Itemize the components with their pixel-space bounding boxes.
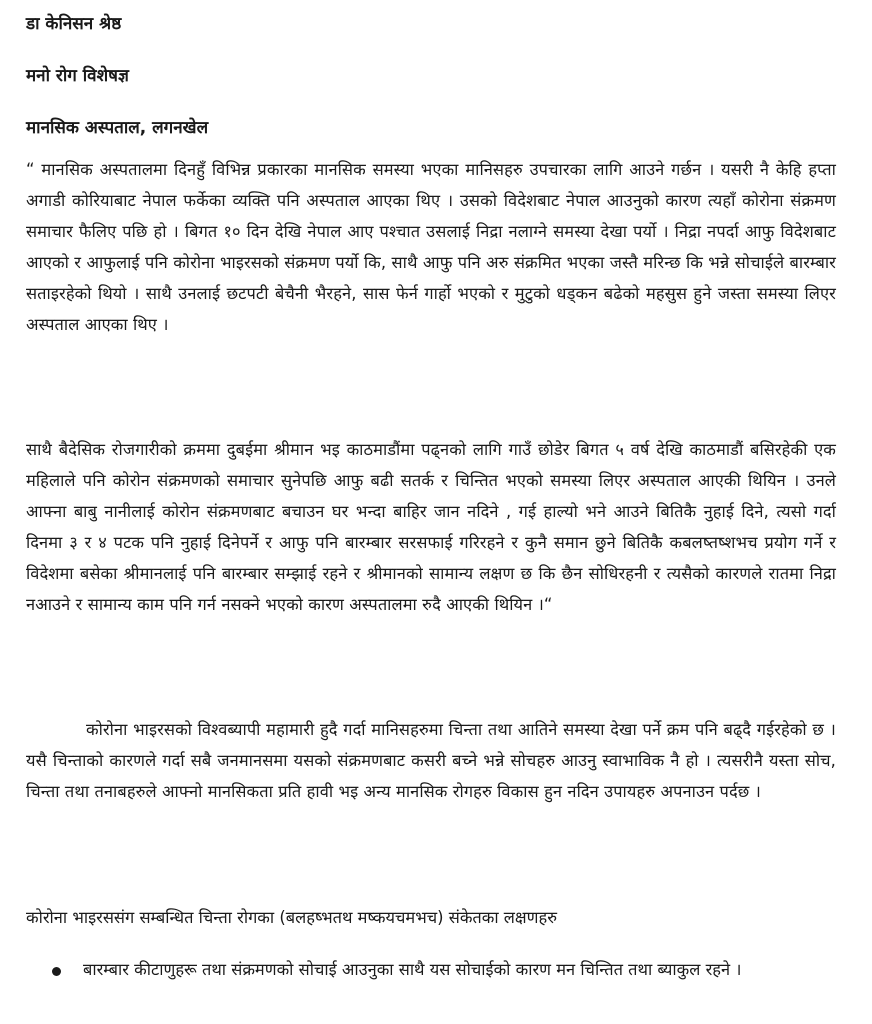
author-designation: मनो रोग विशेषज्ञ <box>26 66 129 86</box>
paragraph-3: कोरोना भाइरसको विश्वब्यापी महामारी हुदै गर्दा मानिसहरुमा चिन्ता तथा आतिने समस्या देखा पर्ने क्रम पनि बढ्दै गईरहेको छ । यसै चिन्ताको कारणले गर्दा सबै जनमानसमा यसको संक्रमणबाट कसरी बच्ने भन्ने सोचहरु आउनु स्वाभाविक नै हो । त्यसरीनै यस्ता सोच, चिन्ता तथा तनाबहरुले आफ्नो मानसिकता प्रति हावी भइ अन्य मानसिक रोगहरु विकास हुन नदिन उपायहरु अपनाउन पर्दछ । <box>26 720 836 801</box>
author-name: डा केनिसन श्रेष्ठ <box>26 14 122 34</box>
paragraph-2: साथै बैदेसिक रोजगारीको क्रममा दुबईमा श्रीमान भइ काठमाडौंमा पढ्नको लागि गाउँ छोडेर बिगत ५ वर्ष देखि काठमाडौं बसिरहेकी एक महिलाले पनि कोरोन संक्रमणको समाचार सुनेपछि आफु बढी सतर्क र चिन्तित भएको समस्या लिएर अस्पताल आएकी थियिन । उनले आफ्ना बाबु नानीलाई कोरोन संक्रमणबाट बचाउन घर भन्दा बाहिर जान नदिने , गई हाल्यो भने आउने बितिकै नुहाई दिने, त्यसो गर्दा दिनमा ३ र ४ पटक पनि नुहाई दिनेपर्ने र आफु पनि बारम्बार सरसफाई गरिरहने र कुनै समान छुने बितिकै कबलष्तष्शभच प्रयोग गर्ने र विदेशमा बसेका श्रीमानलाई पनि बारम्बार सम्झाई रहने र श्रीमानको सामान्य लक्षण छ कि छैन सोधिरहनी र त्यसैको कारणले रातमा निद्रा नआउने र सामान्य काम पनि गर्न नसक्ने भएको कारण अस्पतालमा रुदै आएकी थियिन ।“ <box>26 440 836 614</box>
paragraph-1: “ मानसिक अस्पतालमा दिनहुँ विभिन्न प्रकारका मानसिक समस्या भएका मानिसहरु उपचारका लागि आउने गर्छन । यसरी नै केहि हप्ता अगाडी कोरियाबाट नेपाल फर्केका व्यक्ति पनि अस्पताल आएका थिए । उसको विदेशबाट नेपाल आउनुको कारण त्यहाँ कोरोना संक्रमण समाचार फैलिए पछि हो । बिगत १० दिन देखि नेपाल आए पश्चात उसलाई निद्रा नलाग्ने समस्या देखा पर्यो । निद्रा नपर्दा आफु विदेशबाट आएको र आफुलाई पनि कोरोना भाइरसको संक्रमण पर्यो कि, साथै आफु पनि अरु संक्रमित भएका जस्तै मरिन्छ कि भन्ने सोचाईले बारम्बार सताइरहेको थियो । साथै उनलाई छटपटी बेचैनी भैरहने, सास फेर्न गार्हो भएको र मुटुको धड्कन बढेको महसुस हुने जस्ता समस्या लिएर अस्पताल आएका थिए । <box>26 160 836 334</box>
symptom-list <box>52 955 838 986</box>
section-title: कोरोना भाइरससंग सम्बन्धित चिन्ता रोगका (बलहष्भतथ मष्कयचमभच) संकेतका लक्षणहरु <box>26 908 558 927</box>
list-item-text: बारम्बार कीटाणुहरू तथा संक्रमणको सोचाई आउनुका साथै यस सोचाईको कारण मन चिन्तित तथा ब्याकुल रहने । <box>83 960 742 979</box>
list-item <box>52 955 838 986</box>
hospital-name: मानसिक अस्पताल, लगनखेल <box>26 118 209 138</box>
bullet-icon <box>52 967 61 976</box>
